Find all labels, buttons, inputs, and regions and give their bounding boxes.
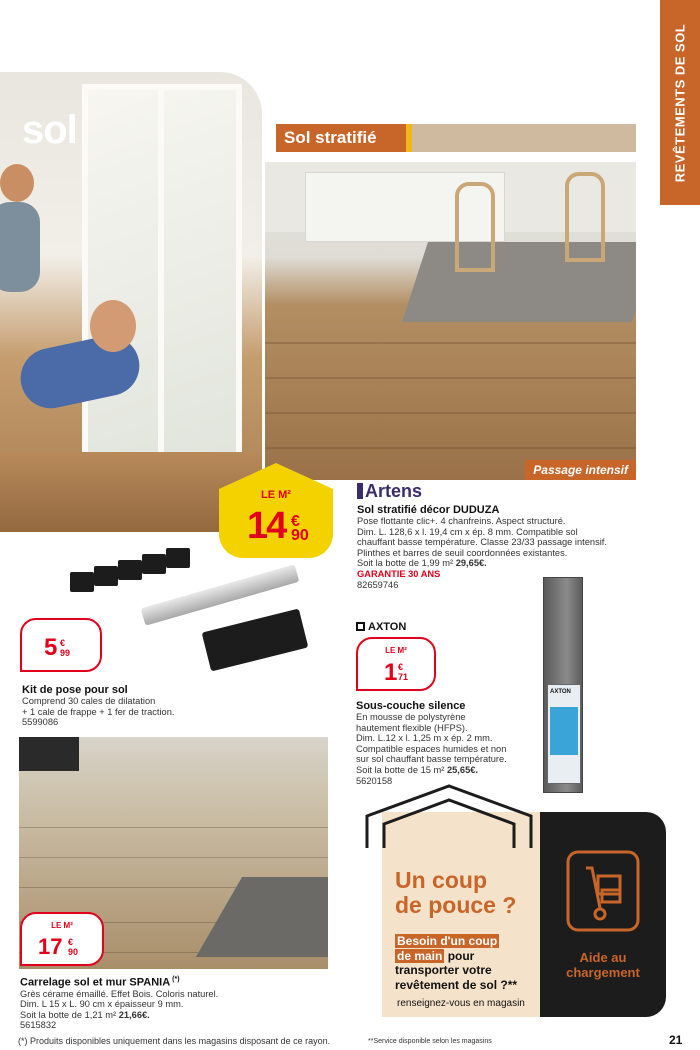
price-cents: 90 <box>291 527 309 544</box>
stratifie-price-tag <box>219 463 333 558</box>
product-line: Pose flottante clic+. 4 chanfreins. Aspect structuré. <box>357 516 566 526</box>
souscouche-price-tag <box>356 637 436 691</box>
price-currency: € <box>291 513 300 530</box>
souscouche-package-image: AXTON <box>543 577 583 793</box>
product-name: Carrelage sol et mur SPANIA (*) <box>20 976 180 989</box>
coup-de-pouce-title: Un coup de pouce ? <box>395 867 517 918</box>
product-line: chauffant basse température. Classe 23/33 passage intensif. <box>357 537 607 548</box>
carrelage-price-tag <box>20 912 104 966</box>
footer-note: (*) Produits disponibles uniquement dans les magasins disposant de ce rayon. <box>18 1036 331 1046</box>
stratifie-description <box>357 504 637 590</box>
page-number: 21 <box>669 1033 683 1047</box>
carrelage-description <box>20 974 270 1031</box>
kit-price-tag <box>20 618 102 672</box>
footer-service-note: **Service disponible selon les magasins <box>368 1038 492 1045</box>
botte-price-line: Soit la botte de 15 m² 25,65€. <box>356 764 478 775</box>
product-line: + 1 cale de frappe + 1 fer de traction. <box>22 706 175 717</box>
section-side-tab <box>660 0 700 205</box>
price-cents: 90 <box>68 947 79 957</box>
guarantee-label: GARANTIE 30 ANS <box>357 568 441 579</box>
product-name: Sous-couche silence <box>356 700 466 712</box>
price-unit: LE M² <box>385 646 407 655</box>
price-unit: LE M² <box>261 489 291 501</box>
botte-price-line: Soit la botte de 1,21 m² 21,66€. <box>20 1009 150 1020</box>
product-line: Dim. L. 128,6 x l. 19,4 cm x ép. 8 mm. Compatible sol <box>357 526 578 537</box>
product-name: Sol stratifié décor DUDUZA <box>357 504 500 516</box>
product-line: Comprend 30 cales de dilatation <box>22 696 156 706</box>
product-line: Grès cérame émaillé. Effet Bois. Coloris naturel. <box>20 988 219 999</box>
product-name: Kit de pose pour sol <box>22 684 128 696</box>
product-line: Plinthes et barres de seuil coordonnées existantes. <box>357 547 568 558</box>
price-currency: € <box>60 638 66 648</box>
hand-truck-icon <box>566 850 640 932</box>
price-euros: 1 <box>384 659 398 686</box>
price-euros: 17 <box>38 934 63 959</box>
artens-logo: Artens <box>357 481 422 502</box>
product-line: hautement flexible (HFPS). <box>356 722 468 733</box>
section-title-bar <box>276 124 636 152</box>
passage-intensif-badge: Passage intensif <box>525 460 636 480</box>
botte-price-line: Soit la botte de 1,99 m² 29,65€. <box>357 558 487 569</box>
aide-chargement-label: Aide au chargement <box>566 950 640 980</box>
side-tab-label: REVÊTEMENTS DE SOL <box>672 23 688 182</box>
product-line: Compatible espaces humides et non <box>356 743 507 754</box>
product-line: Dim. L 15 x L. 90 cm x épaisseur 9 mm. <box>20 999 184 1010</box>
kit-description <box>22 684 252 728</box>
product-ref: 5599086 <box>22 717 59 728</box>
product-ref: 5620158 <box>356 775 393 786</box>
price-currency: € <box>398 662 404 672</box>
coup-de-pouce-text: Besoin d'un coup de main pour transporter votre revêtement de sol ?** <box>395 934 518 992</box>
souscouche-description <box>356 700 536 786</box>
price-euros: 14 <box>247 505 286 547</box>
coup-de-pouce-note: renseignez-vous en magasin <box>397 998 525 1009</box>
laminate-floor-photo <box>265 162 636 480</box>
product-line: En mousse de polystyrène <box>356 712 466 722</box>
price-value <box>247 505 309 548</box>
product-line: sur sol chauffant basse température. <box>356 754 507 765</box>
price-unit: LE M² <box>51 921 73 930</box>
house-outline-icon <box>364 782 534 852</box>
price-euros: 5 <box>44 634 58 661</box>
section-title: Sol stratifié <box>276 124 406 152</box>
product-line: Dim. L.12 x l. 1,25 m x ép. 2 mm. <box>356 733 493 744</box>
product-ref: 5615832 <box>20 1020 57 1031</box>
axton-logo: AXTON <box>356 621 406 633</box>
price-currency: € <box>68 937 74 947</box>
product-ref: 82659746 <box>357 579 399 590</box>
price-cents: 99 <box>60 648 71 658</box>
hero-title: sol <box>22 108 77 152</box>
price-cents: 71 <box>398 672 409 682</box>
